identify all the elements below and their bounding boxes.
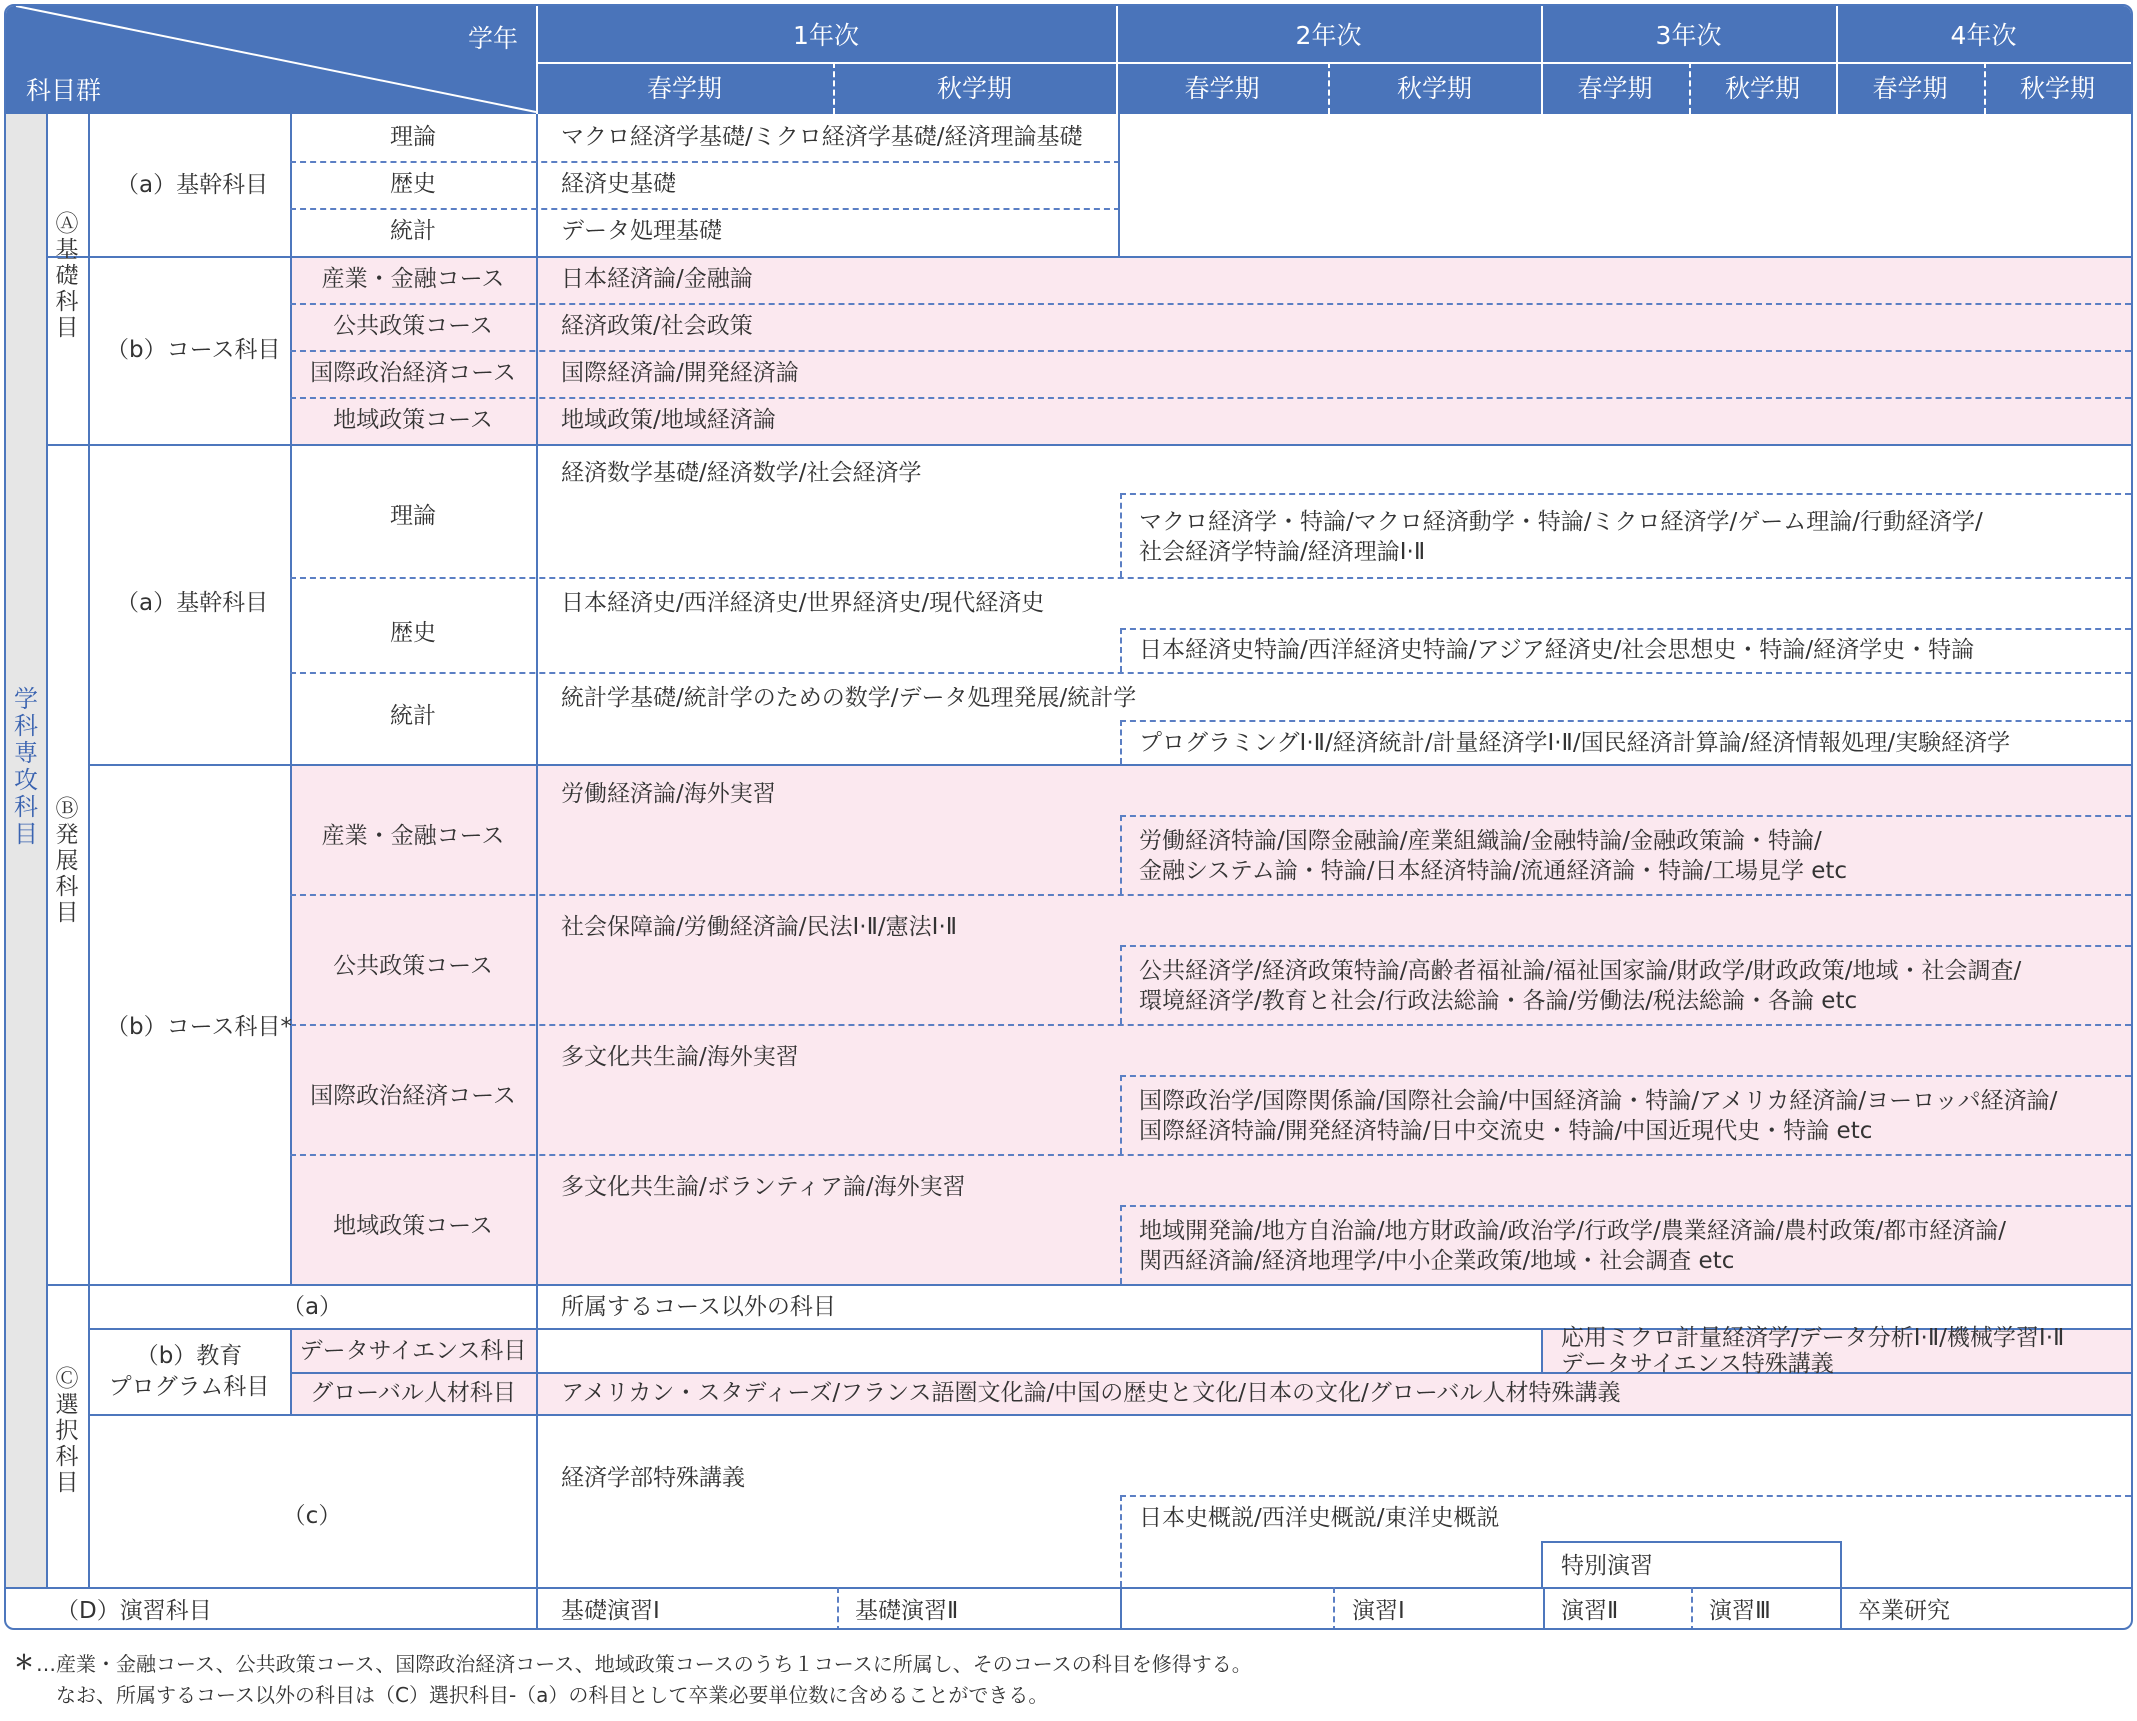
adv-course-3-late-2: 国際経済特論/開発経済特論/日中交流史・特論/中国近現代史・特論 etc (1139, 1118, 1873, 1144)
basic-subjects-stats: データ処理基礎 (561, 218, 722, 244)
y4-autumn: 秋学期 (2019, 74, 2095, 103)
elective-a-subjects: 所属するコース以外の科目 (561, 1294, 836, 1320)
adv-course-3-early: 多文化共生論/海外実習 (561, 1044, 799, 1070)
basic-course-4-subjects: 地域政策/地域経済論 (561, 407, 776, 433)
grade-label: 学年 (468, 24, 519, 53)
basic-field-stats: 統計 (390, 218, 436, 244)
elective-c-mid: 日本史概説/西洋史概説/東洋史概説 (1139, 1505, 1500, 1531)
adv-core-label: （a）基幹科目 (116, 590, 269, 616)
basic-course-1: 産業・金融コース (321, 266, 505, 292)
adv-field-history: 歴史 (390, 620, 436, 646)
adv-stats-early: 統計学基礎/統計学のための数学/データ処理発展/統計学 (561, 685, 1137, 711)
basic-course-3-subjects: 国際経済論/開発経済論 (561, 360, 799, 386)
seminar-2: 基礎演習Ⅱ (855, 1598, 959, 1624)
adv-course-2: 公共政策コース (333, 953, 493, 979)
subject-group-label: 科目群 (26, 76, 102, 105)
adv-theory-early: 経済数学基礎/経済数学/社会経済学 (561, 460, 922, 486)
footnote-mark: ＊ (14, 1650, 34, 1674)
basic-course-3: 国際政治経済コース (310, 360, 516, 386)
basic-subjects-history: 経済史基礎 (561, 171, 676, 197)
elective-c-early: 経済学部特殊講義 (561, 1465, 745, 1491)
basic-core-label: （a）基幹科目 (116, 172, 269, 198)
year-2: 2年次 (1295, 21, 1362, 50)
group-c-label: Ⓒ選択科目 (55, 1366, 79, 1496)
y4-spring: 春学期 (1872, 74, 1948, 103)
y3-spring: 春学期 (1577, 74, 1653, 103)
elective-b-label-2: プログラム科目 (108, 1374, 270, 1400)
basic-subjects-theory: マクロ経済学基礎/ミクロ経済学基礎/経済理論基礎 (561, 124, 1083, 150)
basic-course-1-subjects: 日本経済論/金融論 (561, 266, 753, 292)
adv-history-late: 日本経済史特論/西洋経済史特論/アジア経済史/社会思想史・特論/経済学史・特論 (1139, 637, 1975, 663)
adv-course-3: 国際政治経済コース (310, 1083, 516, 1109)
y1-spring: 春学期 (646, 74, 722, 103)
adv-history-early: 日本経済史/西洋経済史/世界経済史/現代経済史 (561, 590, 1045, 616)
ds-subjects-1: 応用ミクロ計量経済学/データ分析Ⅰ·Ⅱ/機械学習Ⅰ·Ⅱ (1561, 1325, 2065, 1351)
ds-subjects-2: データサイエンス特殊講義 (1561, 1351, 1834, 1377)
adv-field-theory: 理論 (390, 503, 436, 529)
adv-course-4-late-2: 関西経済論/経済地理学/中小企業政策/地域・社会調査 etc (1139, 1248, 1735, 1274)
major-column (6, 114, 46, 1587)
elective-a-label: （a） (281, 1294, 343, 1320)
adv-course-1-late-1: 労働経済特論/国際金融論/産業組織論/金融特論/金融政策論・特論/ (1139, 828, 1822, 854)
major-label: 学科専攻科目 (14, 685, 38, 848)
adv-field-stats: 統計 (390, 703, 436, 729)
curriculum-table (4, 4, 2133, 1630)
elective-b-label-1: （b）教育 (135, 1343, 243, 1369)
y2-autumn: 秋学期 (1396, 74, 1472, 103)
adv-course-4: 地域政策コース (333, 1213, 493, 1239)
basic-course-4: 地域政策コース (333, 407, 493, 433)
seminar-label: （D）演習科目 (56, 1598, 212, 1624)
adv-theory-late-1: マクロ経済学・特論/マクロ経済動学・特論/ミクロ経済学/ゲーム理論/行動経済学/ (1139, 509, 1983, 535)
year-3: 3年次 (1655, 21, 1722, 50)
seminar-6: 卒業研究 (1858, 1598, 1950, 1624)
seminar-3: 演習Ⅰ (1352, 1598, 1405, 1624)
elective-c-late: 特別演習 (1561, 1553, 1653, 1579)
adv-course-1-late-2: 金融システム論・特論/日本経済特論/流通経済論・特論/工場見学 etc (1139, 858, 1848, 884)
elective-c-label: （c） (282, 1503, 342, 1529)
seminar-1: 基礎演習Ⅰ (561, 1598, 660, 1624)
year-4: 4年次 (1950, 21, 2017, 50)
basic-field-theory: 理論 (390, 124, 436, 150)
adv-course-2-late-2: 環境経済学/教育と社会/行政法総論・各論/労働法/税法総論・各論 etc (1139, 988, 1858, 1014)
basic-course-label: （b）コース科目 (106, 337, 281, 363)
ds-field: データサイエンス科目 (299, 1338, 527, 1364)
global-field: グローバル人材科目 (310, 1380, 516, 1406)
adv-course-1: 産業・金融コース (321, 823, 505, 849)
footnote-line-2: なお、所属するコース以外の科目は（C）選択科目-（a）の科目として卒業必要単位数に含めることができる。 (56, 1683, 1049, 1707)
footnote-line-1: …産業・金融コース、公共政策コース、国際政治経済コース、地域政策コースのうち１コースに所属し、そのコースの科目を修得する。 (36, 1652, 1252, 1676)
adv-course-2-late-1: 公共経済学/経済政策特論/高齢者福祉論/福祉国家論/財政学/財政政策/地域・社会調査/ (1139, 958, 2022, 984)
adv-stats-late: プログラミングⅠ·Ⅱ/経済統計/計量経済学Ⅰ·Ⅱ/国民経済計算論/経済情報処理/実験経済学 (1139, 730, 2011, 756)
basic-course-2: 公共政策コース (333, 313, 493, 339)
basic-field-history: 歴史 (390, 171, 436, 197)
y1-autumn: 秋学期 (936, 74, 1012, 103)
y3-autumn: 秋学期 (1724, 74, 1800, 103)
adv-course-1-early: 労働経済論/海外実習 (561, 781, 776, 807)
group-b-label: Ⓑ発展科目 (55, 796, 79, 926)
adv-course-label: （b）コース科目* (106, 1014, 292, 1040)
seminar-4: 演習Ⅱ (1561, 1598, 1619, 1624)
adv-course-2-early: 社会保障論/労働経済論/民法Ⅰ·Ⅱ/憲法Ⅰ·Ⅱ (561, 914, 958, 940)
seminar-5: 演習Ⅲ (1709, 1598, 1771, 1624)
adv-course-4-late-1: 地域開発論/地方自治論/地方財政論/政治学/行政学/農業経済論/農村政策/都市経済論/ (1139, 1218, 2006, 1244)
year-1: 1年次 (793, 21, 859, 50)
adv-course-4-early: 多文化共生論/ボランティア論/海外実習 (561, 1174, 966, 1200)
adv-theory-late-2: 社会経済学特論/経済理論Ⅰ·Ⅱ (1139, 539, 1426, 565)
global-subjects: アメリカン・スタディーズ/フランス語圏文化論/中国の歴史と文化/日本の文化/グローバル人材特殊講義 (561, 1380, 1621, 1406)
adv-course-3-late-1: 国際政治学/国際関係論/国際社会論/中国経済論・特論/アメリカ経済論/ヨーロッパ経済論/ (1139, 1088, 2058, 1114)
group-a-label: Ⓐ基礎科目 (55, 211, 79, 341)
basic-course-2-subjects: 経済政策/社会政策 (561, 313, 753, 339)
y2-spring: 春学期 (1184, 74, 1260, 103)
